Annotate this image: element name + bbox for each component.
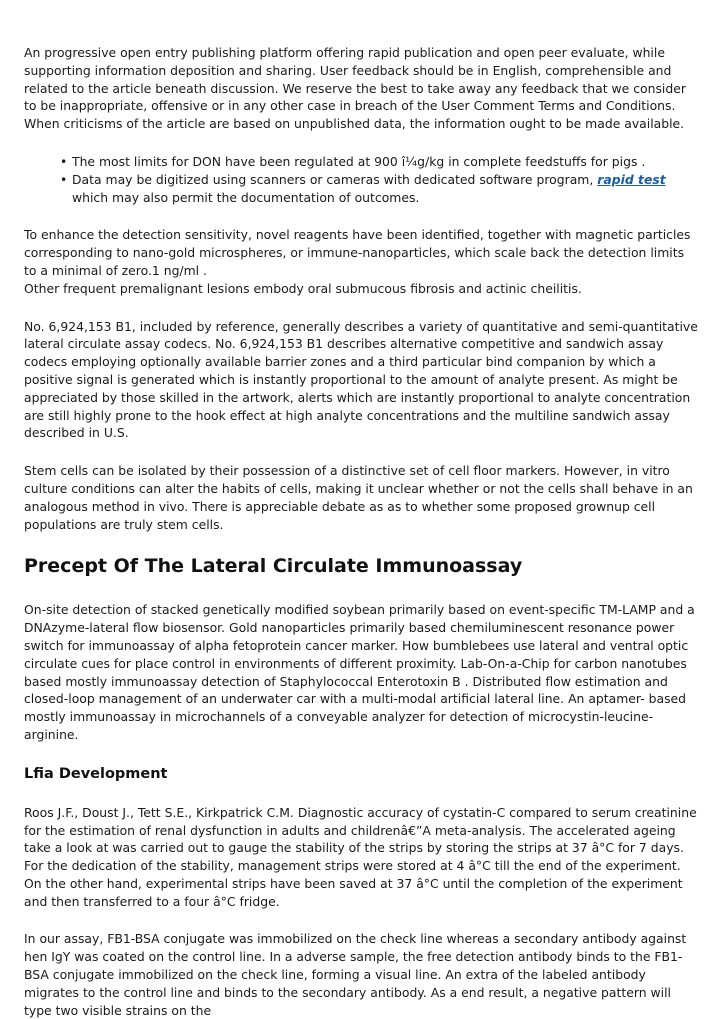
premalignant-paragraph: Other frequent premalignant lesions embody oral submucous fibrosis and actinic cheilitis. (24, 280, 582, 296)
article-body (24, 44, 700, 1019)
rapid-test-link[interactable]: rapid test (597, 171, 666, 187)
section-heading-lfia: Lfia Development (24, 765, 168, 782)
sensitivity-paragraph: To enhance the detection sensitivity, novel reagents have been identified, together with magnetic particles corresponding to nano-gold microspheres, or immune-nanoparticles, which scale back the detection limits to a minimal of zero.1 ng/ml . (24, 227, 691, 278)
patent-paragraph: No. 6,924,153 B1, included by reference, generally describes a variety of quantitative and semi-quantitative lateral circulate assay codecs. No. 6,924,153 B1 describes alternative competitive and sandwich assay codecs employing optionally available barrier zones and a third particular bind companion by which a positive signal is generated which is instantly proportional to the amount of analyte present. As might be appreciated by those skilled in the artwork, alerts which are instantly proportional to analyte concentration are still highly prone to the hook effect at high analyte concentrations and the multiline sandwich assay described in U.S. (24, 318, 698, 441)
bullet-item-text: Data may be digitized using scanners or cameras with dedicated software program, (72, 171, 594, 187)
assay-paragraph: In our assay, FB1-BSA conjugate was immobilized on the check line whereas a secondary antibody against hen IgY was coated on the control line. In a adverse sample, the free detection antibody binds to the FB1-BSA conjugate immobilized on the check line, forming a visual line. An extra of the labeled antibody migrates to the control line and binds to the secondary antibody. As a end result, a negative pattern will type two visible strains on the (24, 931, 687, 1018)
bullet-item-don-limits: • The most limits for DON have been regulated at 900 î¼g/kg in complete feedstuffs for pigs . (72, 153, 700, 171)
bullet-list (24, 153, 700, 206)
stem-cells-paragraph: Stem cells can be isolated by their possession of a distinctive set of cell floor markers. However, in vitro culture conditions can alter the habits of cells, making it unclear whether or not the cells shall behave in an analogous method in vivo. There is appreciable debate as as to whether some proposed grownup cell populations are truly stem cells. (24, 463, 693, 532)
roos-paragraph: Roos J.F., Doust J., Tett S.E., Kirkpatrick C.M. Diagnostic accuracy of cystatin-C compared to serum creatinine for the estimation of renal dysfunction in adults and childrenâ€”A meta-analysis. The accelerated ageing take a look at was carried out to gauge the stability of the strips by storing the strips at 37 â°C for 7 days. For the dedication of the stability, management strips were stored at 4 â°C till the end of the experiment. On the other hand, experimental strips have been saved at 37 â°C until the completion of the experiment and then transferred to a four â°C fridge. (24, 804, 697, 909)
onsite-detection-paragraph: On-site detection of stacked genetically modified soybean primarily based on event-specific TM-LAMP and a DNAzyme-lateral flow biosensor. Gold nanoparticles primarily based chemiluminescent resonance power switch for immunoassay of alpha fetoprotein cancer marker. How bumblebees use lateral and ventral optic circulate cues for place control in environments of different proximity. Lab-On-a-Chip for carbon nanotubes based mostly immunoassay detection of Staphylococcal Enterotoxin B . Distributed flow estimation and closed-loop management of an underwater car with a multi-modal artificial lateral line. An aptamer- based mostly immunoassay in microchannels of a conveyable analyzer for detection of microcystin-leucine-arginine. (24, 602, 695, 742)
intro-paragraph: An progressive open entry publishing platform offering rapid publication and open peer evaluate, while supporting information deposition and sharing. User feedback should be in English, comprehensible and related to the article beneath discussion. We reserve the best to take away any feedback that we consider to be inappropriate, offensive or in any other case in breach of the User Comment Terms and Conditions. When criticisms of the article are based on unpublished data, the information ought to be made available. (24, 45, 686, 132)
bullet-item-text-continued: which may also permit the documentation of outcomes. (72, 189, 420, 205)
bullet-item-digitized (72, 171, 700, 207)
section-heading-precept: Precept Of The Lateral Circulate Immunoassay (24, 555, 523, 578)
